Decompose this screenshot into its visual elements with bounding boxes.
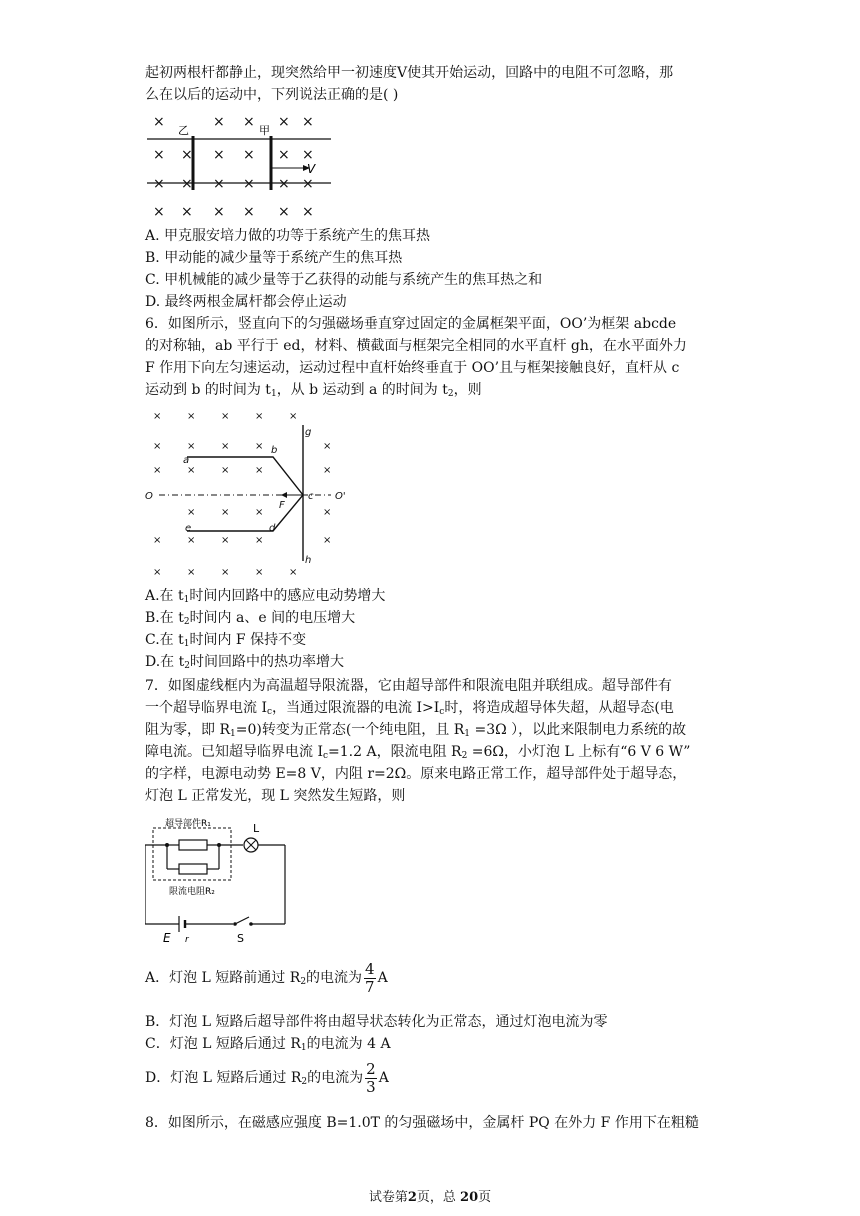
field-mark: ×	[302, 204, 314, 220]
field-mark: ×	[302, 147, 314, 163]
svg-text:×: ×	[153, 441, 162, 452]
field-mark: ×	[302, 176, 314, 192]
label-E: E	[163, 931, 171, 944]
page-total: 20	[460, 1190, 479, 1205]
svg-text:×: ×	[289, 411, 298, 422]
label-v: V	[307, 162, 316, 176]
label-F: F	[279, 500, 285, 511]
label-a: a	[183, 455, 190, 466]
q7-option-b: B．灯泡 L 短路后超导部件将由超导状态转化为正常态，通过灯泡电流为零	[145, 1014, 608, 1030]
page-footer: 试卷第2页，总 20页	[368, 1190, 492, 1205]
label-d: d	[269, 523, 276, 534]
svg-text:×: ×	[153, 411, 162, 422]
field-mark: ×	[302, 114, 314, 130]
svg-text:×: ×	[221, 535, 230, 546]
svg-text:×: ×	[187, 567, 196, 578]
field-mark: ×	[181, 147, 193, 163]
svg-text:×: ×	[187, 535, 196, 546]
q5-stem-line1: 起初两根杆都静止，现突然给甲一初速度V使其开始运动，回路中的电阻不可忽略，那	[145, 65, 674, 81]
field-mark: ×	[213, 147, 225, 163]
field-mark: ×	[181, 204, 193, 220]
q5-stem-line2: 么在以后的运动中，下列说法正确的是( )	[145, 87, 399, 103]
field-mark: ×	[153, 147, 165, 163]
q6-stem-line2: 的对称轴，ab 平行于 ed，材料、横截面与框架完全相同的水平直杆 gh，在水平面外力	[145, 338, 687, 354]
field-mark: ×	[153, 114, 165, 130]
field-mark: ×	[243, 147, 255, 163]
q8-stem-line1: 8．如图所示，在磁感应强度 B=1.0T 的匀强磁场中，金属杆 PQ 在外力 F 作用下在粗糙	[145, 1115, 699, 1131]
q5-option-b: B. 甲动能的减少量等于系统产生的焦耳热	[145, 250, 403, 266]
superconductor-r1	[179, 840, 207, 850]
label-limiter-resistor: 限流电阻R₂	[169, 887, 215, 897]
field-mark: ×	[278, 176, 290, 192]
label-S: S	[237, 932, 244, 944]
field-mark: ×	[243, 114, 255, 130]
svg-text:×: ×	[187, 507, 196, 518]
field-mark: ×	[278, 204, 290, 220]
q5-option-a: A. 甲克服安培力做的功等于系统产生的焦耳热	[145, 228, 431, 244]
label-jia: 甲	[259, 124, 270, 137]
switch-s	[235, 917, 249, 924]
q6-option-d: D.在 $t_2$时间回路中的热功率增大	[145, 654, 344, 671]
svg-text:×: ×	[323, 507, 332, 518]
fraction: $\frac{2}{3}$	[366, 1059, 376, 1096]
q7-option-a: A．灯泡 L 短路前通过 $R_2$的电流为 $\frac{4}{7}$ A	[145, 959, 388, 996]
figure-circuit	[145, 814, 295, 944]
svg-text:×: ×	[255, 465, 264, 476]
svg-text:×: ×	[255, 567, 264, 578]
field-mark: ×	[278, 147, 290, 163]
force-arrow-head	[281, 492, 287, 498]
label-r: r	[185, 935, 189, 944]
svg-text:×: ×	[323, 441, 332, 452]
field-mark: ×	[181, 176, 193, 192]
field-mark: ×	[153, 176, 165, 192]
svg-text:×: ×	[255, 507, 264, 518]
q7-stem-line2: 一个超导临界电流 $I_c$，当通过限流器的电流 $I>I_c$时，将造成超导体失超，从超导态(电	[145, 700, 674, 717]
svg-text:×: ×	[221, 567, 230, 578]
svg-text:×: ×	[187, 441, 196, 452]
label-O: O	[145, 491, 153, 502]
q6-option-c: C.在 $t_1$时间内 F 保持不变	[145, 632, 307, 649]
q6-stem-line3: F 作用下向左匀速运动，运动过程中直杆始终垂直于 OO’且与框架接触良好，直杆从 c	[145, 360, 680, 376]
svg-text:×: ×	[153, 535, 162, 546]
figure-rails-two-rods	[145, 108, 345, 223]
q6-stem-line1: 6．如图所示，竖直向下的匀强磁场垂直穿过固定的金属框架平面，OO’为框架 abcde	[145, 316, 677, 332]
label-g: g	[305, 427, 312, 438]
fraction: $\frac{4}{7}$	[365, 959, 375, 996]
field-mark: ×	[153, 204, 165, 220]
label-O-prime: O'	[335, 491, 346, 502]
q5-option-c: C. 甲机械能的减少量等于乙获得的动能与系统产生的焦耳热之和	[145, 272, 543, 288]
label-h: h	[305, 555, 312, 566]
svg-text:×: ×	[187, 411, 196, 422]
svg-text:×: ×	[187, 465, 196, 476]
svg-text:×: ×	[289, 567, 298, 578]
svg-text:×: ×	[221, 441, 230, 452]
q7-stem-line1: 7．如图虚线框内为高温超导限流器，它由超导部件和限流电阻并联组成。超导部件有	[145, 678, 672, 694]
field-mark: ×	[278, 114, 290, 130]
q7-option-d: D．灯泡 L 短路后通过 $R_2$的电流为 $\frac{2}{3}$ A	[145, 1059, 389, 1096]
q7-stem-line4: 障电流。已知超导临界电流 $I_c=1.2$ A，限流电阻 $R_2 =6\Omega$，小灯泡 L 上标有“6 V 6 W”	[145, 744, 691, 761]
label-superconductor: 超导部件R₁	[165, 819, 211, 829]
q7-stem-line6: 灯泡 L 正常发光，现 L 突然发生短路，则	[145, 788, 406, 804]
field-mark: ×	[213, 204, 225, 220]
page-number: 2	[407, 1190, 417, 1205]
q7-stem-line5: 的字样，电源电动势 E=8 V，内阻 r=2Ω。原来电路正常工作，超导部件处于超导态，	[145, 766, 687, 782]
svg-text:×: ×	[323, 535, 332, 546]
svg-text:×: ×	[255, 535, 264, 546]
q7-stem-line3: 阻为零，即 $R_1=0$)转变为正常态(一个纯电阻，且 $R_1 =3\Omega$ ），以此来限制电力系统的故	[145, 722, 687, 739]
field-mark: ×	[213, 114, 225, 130]
label-b: b	[271, 445, 278, 456]
q6-stem-line4: 运动到 b 的时间为 $t_1$，从 b 运动到 a 的时间为 $t_2$，则	[145, 382, 482, 399]
field-mark: ×	[243, 204, 255, 220]
svg-text:×: ×	[221, 465, 230, 476]
q6-option-a: A.在 $t_1$时间内回路中的感应电动势增大	[145, 588, 386, 605]
q5-option-d: D. 最终两根金属杆都会停止运动	[145, 294, 347, 310]
svg-text:×: ×	[255, 411, 264, 422]
svg-text:×: ×	[153, 465, 162, 476]
resistor-r2	[179, 864, 207, 874]
figure-frame-abcde	[145, 405, 365, 585]
label-yi: 乙	[178, 124, 189, 137]
svg-text:×: ×	[323, 465, 332, 476]
label-L: L	[253, 822, 260, 835]
label-e: e	[185, 523, 192, 534]
svg-text:×: ×	[221, 507, 230, 518]
label-c: c	[308, 491, 314, 502]
svg-text:×: ×	[221, 411, 230, 422]
svg-text:×: ×	[153, 567, 162, 578]
svg-text:×: ×	[255, 441, 264, 452]
q7-option-c: C．灯泡 L 短路后通过 $R_1$的电流为 4 A	[145, 1036, 391, 1053]
field-mark: ×	[213, 176, 225, 192]
field-mark: ×	[243, 176, 255, 192]
q6-option-b: B.在 $t_2$时间内 a、e 间的电压增大	[145, 610, 356, 627]
